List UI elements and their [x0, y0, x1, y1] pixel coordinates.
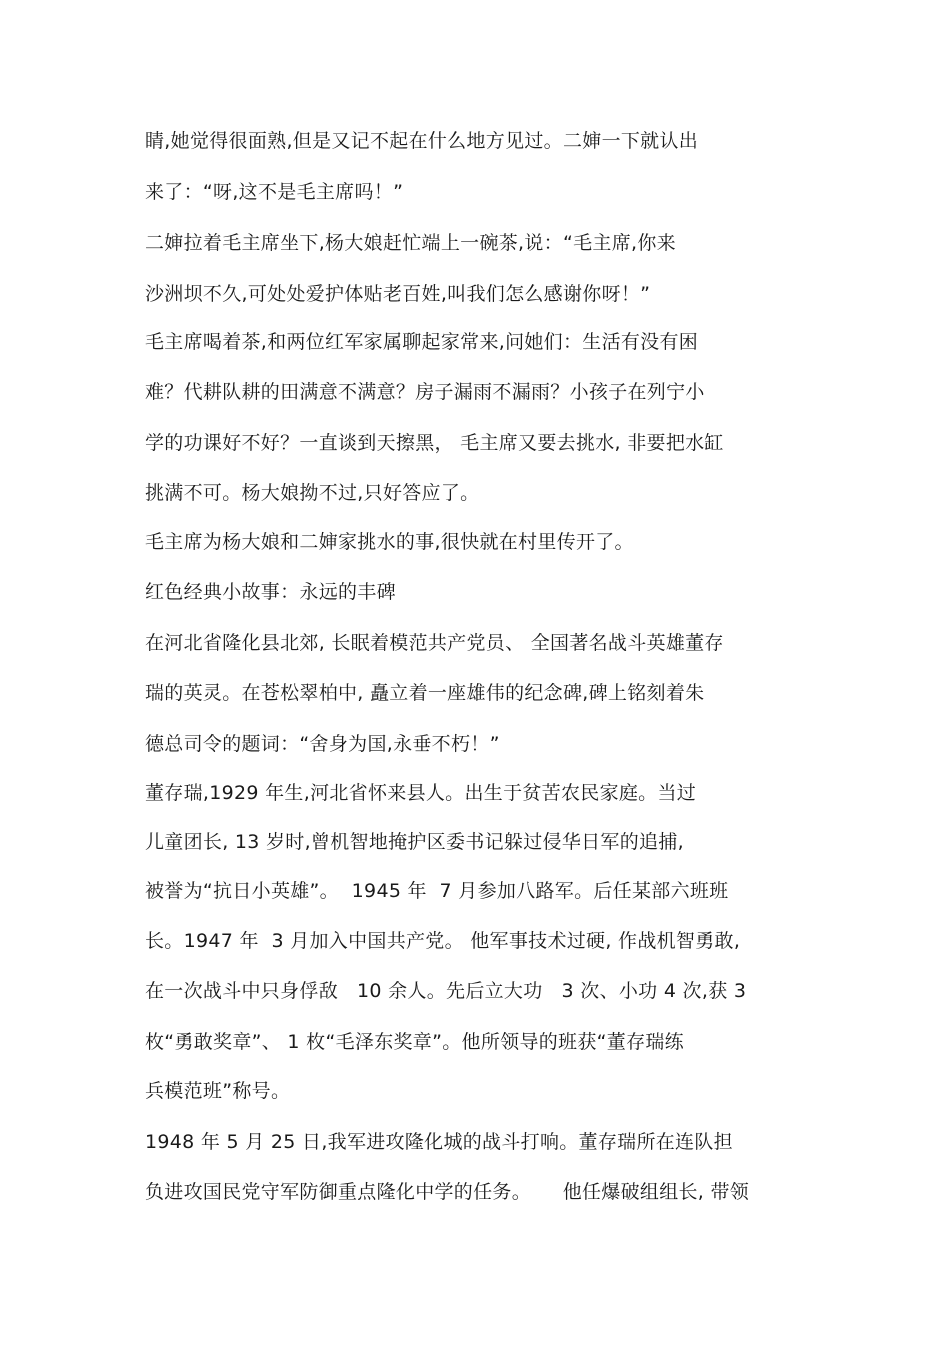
text-line: 挑满不可。杨大娘拗不过,只好答应了。: [145, 482, 480, 504]
text-line: 董存瑞,1929 年生,河北省怀来县人。出生于贫苦农民家庭。当过: [145, 782, 697, 804]
text-line: 睛,她觉得很面熟,但是又记不起在什么地方见过。二婶一下就认出: [145, 130, 699, 152]
text-line: 被誉为“抗日小英雄”。 1945 年 7 月参加八路军。后任某部六班班: [145, 880, 729, 902]
text-line: 学的功课好不好？一直谈到天擦黑， 毛主席又要去挑水, 非要把水缸: [145, 432, 724, 454]
text-line: 负进攻国民党守军防御重点隆化中学的任务。 他任爆破组组长, 带领: [145, 1181, 750, 1203]
text-line: 瑞的英灵。在苍松翠柏中, 矗立着一座雄伟的纪念碑,碑上铭刻着朱: [145, 682, 705, 704]
text-line: 在河北省隆化县北郊, 长眠着模范共产党员、 全国著名战斗英雄董存: [145, 632, 724, 654]
text-line: 来了：“呀,这不是毛主席吗！”: [145, 181, 404, 203]
text-line: 儿童团长, 13 岁时,曾机智地掩护区委书记躲过侵华日军的追捕,: [145, 831, 684, 853]
text-line: 兵模范班”称号。: [145, 1080, 291, 1102]
text-line: 沙洲坝不久,可处处爱护体贴老百姓,叫我们怎么感谢你呀！”: [145, 283, 651, 305]
section-heading: 红色经典小故事：永远的丰碑: [145, 581, 396, 603]
text-line: 在一次战斗中只身俘敌 10 余人。先后立大功 3 次、小功 4 次,获 3: [145, 980, 747, 1002]
text-line: 枚“勇敢奖章”、 1 枚“毛泽东奖章”。他所领导的班获“董存瑞练: [145, 1031, 684, 1053]
text-line: 毛主席为杨大娘和二婶家挑水的事,很快就在村里传开了。: [145, 531, 634, 553]
text-line: 长。1947 年 3 月加入中国共产党。 他军事技术过硬, 作战机智勇敢,: [145, 930, 741, 952]
text-line: 二婶拉着毛主席坐下,杨大娘赶忙端上一碗茶,说：“毛主席,你来: [145, 232, 676, 254]
text-line: 难？代耕队耕的田满意不满意？房子漏雨不漏雨？小孩子在列宁小: [145, 381, 705, 403]
text-line: 毛主席喝着茶,和两位红军家属聊起家常来,问她们：生活有没有困: [145, 331, 699, 353]
text-line: 1948 年 5 月 25 日,我军进攻隆化城的战斗打响。董存瑞所在连队担: [145, 1131, 733, 1153]
text-line: 德总司令的题词：“舍身为国,永垂不朽！”: [145, 733, 500, 755]
